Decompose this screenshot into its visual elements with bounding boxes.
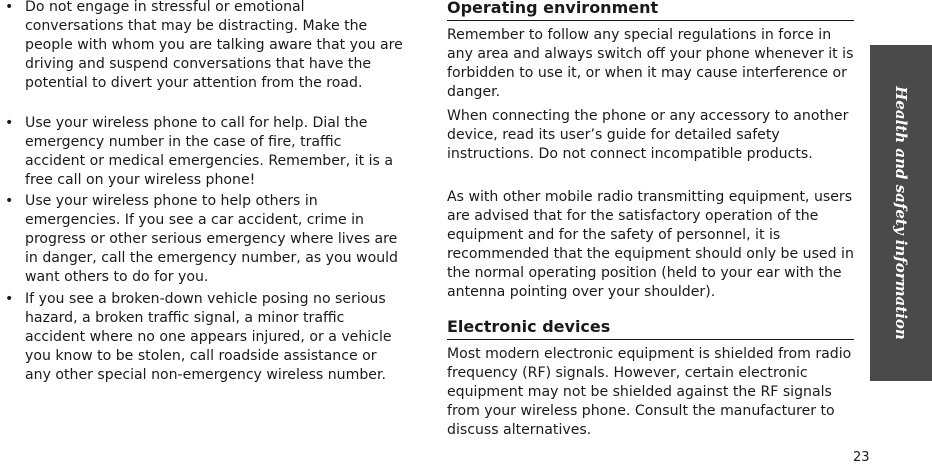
bullet-marker: • — [5, 193, 14, 209]
section-heading-operating-environment: Operating environment — [447, 0, 854, 21]
paragraph-connecting-accessories: When connecting the phone or any accessory to another device, read its user’s guide for detailed safety instructions. Do not connect incompatible products. — [447, 108, 849, 162]
bullet-marker: • — [5, 115, 14, 131]
paragraph-normal-operating-position: As with other mobile radio transmitting equipment, users are advised that for the satisfactory operation of the equipment and for the safety of personnel, it is recommended that the equipment should only be used in the normal operating position (held to your ear with the antenna pointing over your shoulder). — [447, 189, 854, 300]
paragraph-rf-shielding: Most modern electronic equipment is shielded from radio frequency (RF) signals. However, certain electronic equipment may not be shielded against the RF signals from your wireless phone. Consult the manufacturer to discuss alternatives. — [447, 346, 852, 438]
bullet-marker: • — [5, 0, 14, 15]
page-number: 23 — [853, 450, 870, 465]
section-side-tab — [870, 45, 932, 381]
bullet-text: If you see a broken-down vehicle posing no serious hazard, a broken traffic signal, a minor traffic accident where no one appears injured, or a vehicle you know to be stolen, call roadside assistance or any other special non-emergency wireless number. — [25, 291, 392, 383]
side-tab-label: Health and safety information — [892, 86, 910, 340]
bullet-text: Do not engage in stressful or emotional conversations that may be distracting. Make the people with whom you are talking aware that you are driving and suspend conversations that have the potential to divert your attention from the road. — [25, 0, 403, 91]
bullet-marker: • — [5, 291, 14, 307]
bullet-text: Use your wireless phone to help others in emergencies. If you see a car accident, crime in progress or other serious emergency where lives are in danger, call the emergency number, as you would want others to do for you. — [25, 193, 399, 285]
bullet-text: Use your wireless phone to call for help. Dial the emergency number in the case of fire, traffic accident or medical emergencies. Remember, it is a free call on your wireless phone! — [25, 115, 393, 188]
section-heading-electronic-devices: Electronic devices — [447, 318, 854, 340]
paragraph-special-regulations: Remember to follow any special regulations in force in any area and always switch off your phone whenever it is forbidden to use it, or when it may cause interference or danger. — [447, 27, 854, 100]
